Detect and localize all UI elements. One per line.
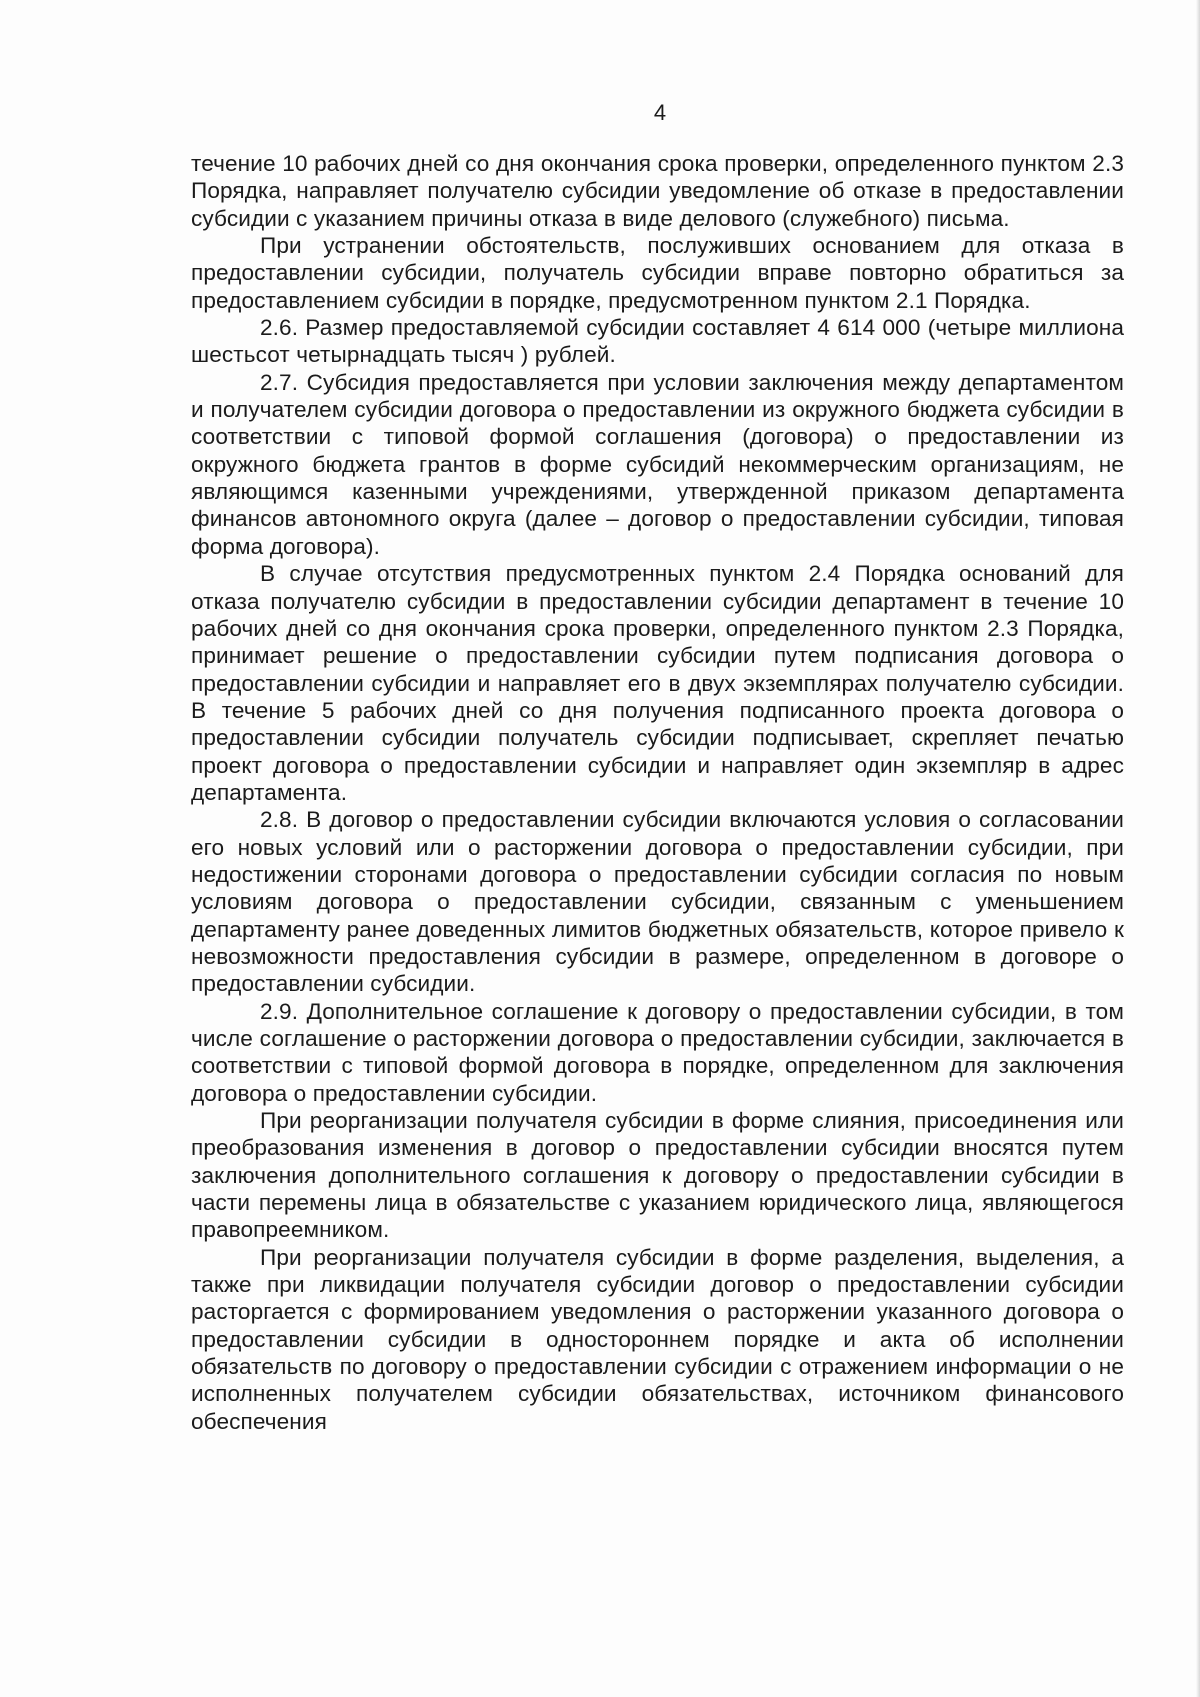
- paragraph: 2.9. Дополнительное соглашение к договору о предоставлении субсидии, в том числе соглашение о расторжении договора о предоставлении субсидии, заключается в соответствии с типовой формой договора в порядке, определенном для заключения договора о предоставлении субсидии.: [191, 998, 1124, 1106]
- paragraph: При устранении обстоятельств, послуживших основанием для отказа в предоставлении субсидии, получатель субсидии вправе повторно обратиться за предоставлением субсидии в порядке, предусмотренном пунктом 2.1 Порядка.: [191, 233, 1124, 313]
- paragraph: течение 10 рабочих дней со дня окончания срока проверки, определенного пунктом 2.3 Порядка, направляет получателю субсидии уведомление об отказе в предоставлении субсидии с указанием причины отказа в виде делового (служебного) письма.: [191, 151, 1124, 231]
- scan-edge-shadow: [1196, 0, 1200, 1697]
- paragraph: При реорганизации получателя субсидии в форме разделения, выделения, а также при ликвидации получателя субсидии договор о предоставлении субсидии расторгается с формированием уведомления о расторжении указанного договора о предоставлении субсидии в одностороннем порядке и акта об исполнении обязательств по договору о предоставлении субсидии с отражением информации о не исполненных получателем субсидии обязательствах, источником финансового обеспечения: [191, 1244, 1124, 1434]
- paragraph: В случае отсутствия предусмотренных пунктом 2.4 Порядка оснований для отказа получателю субсидии в предоставлении субсидии департамент в течение 10 рабочих дней со дня окончания срока проверки, определенного пунктом 2.3 Порядка, принимает решение о предоставлении субсидии путем подписания договора о предоставлении субсидии и направляет его в двух экземплярах получателю субсидии. В течение 5 рабочих дней со дня получения подписанного проекта договора о предоставлении субсидии получатель субсидии подписывает, скрепляет печатью проект договора о предоставлении субсидии и направляет один экземпляр в адрес департамента.: [191, 561, 1124, 805]
- page-number: 4: [653, 100, 667, 125]
- paragraph: 2.6. Размер предоставляемой субсидии составляет 4 614 000 (четыре миллиона шестьсот четырнадцать тысяч ) рублей.: [191, 315, 1124, 368]
- document-body: [191, 150, 1124, 1435]
- paragraph: При реорганизации получателя субсидии в форме слияния, присоединения или преобразования изменения в договор о предоставлении субсидии вносятся путем заключения дополнительного соглашения к договору о предоставлении субсидии в части перемены лица в обязательстве с указанием юридического лица, являющегося правопреемником.: [191, 1108, 1124, 1243]
- paragraph: 2.7. Субсидия предоставляется при условии заключения между департаментом и получателем субсидии договора о предоставлении из окружного бюджета субсидии в соответствии с типовой формой соглашения (договора) о предоставлении из окружного бюджета грантов в форме субсидий некоммерческим организациям, не являющимся казенными учреждениями, утвержденной приказом департамента финансов автономного округа (далее – договор о предоставлении субсидии, типовая форма договора).: [191, 369, 1124, 559]
- paragraph: 2.8. В договор о предоставлении субсидии включаются условия о согласовании его новых условий или о расторжении договора о предоставлении субсидии, при недостижении сторонами договора о предоставлении субсидии согласия по новым условиям договора о предоставлении субсидии, связанным с уменьшением департаменту ранее доведенных лимитов бюджетных обязательств, которое привело к невозможности предоставления субсидии в размере, определенном в договоре о предоставлении субсидии.: [191, 807, 1124, 997]
